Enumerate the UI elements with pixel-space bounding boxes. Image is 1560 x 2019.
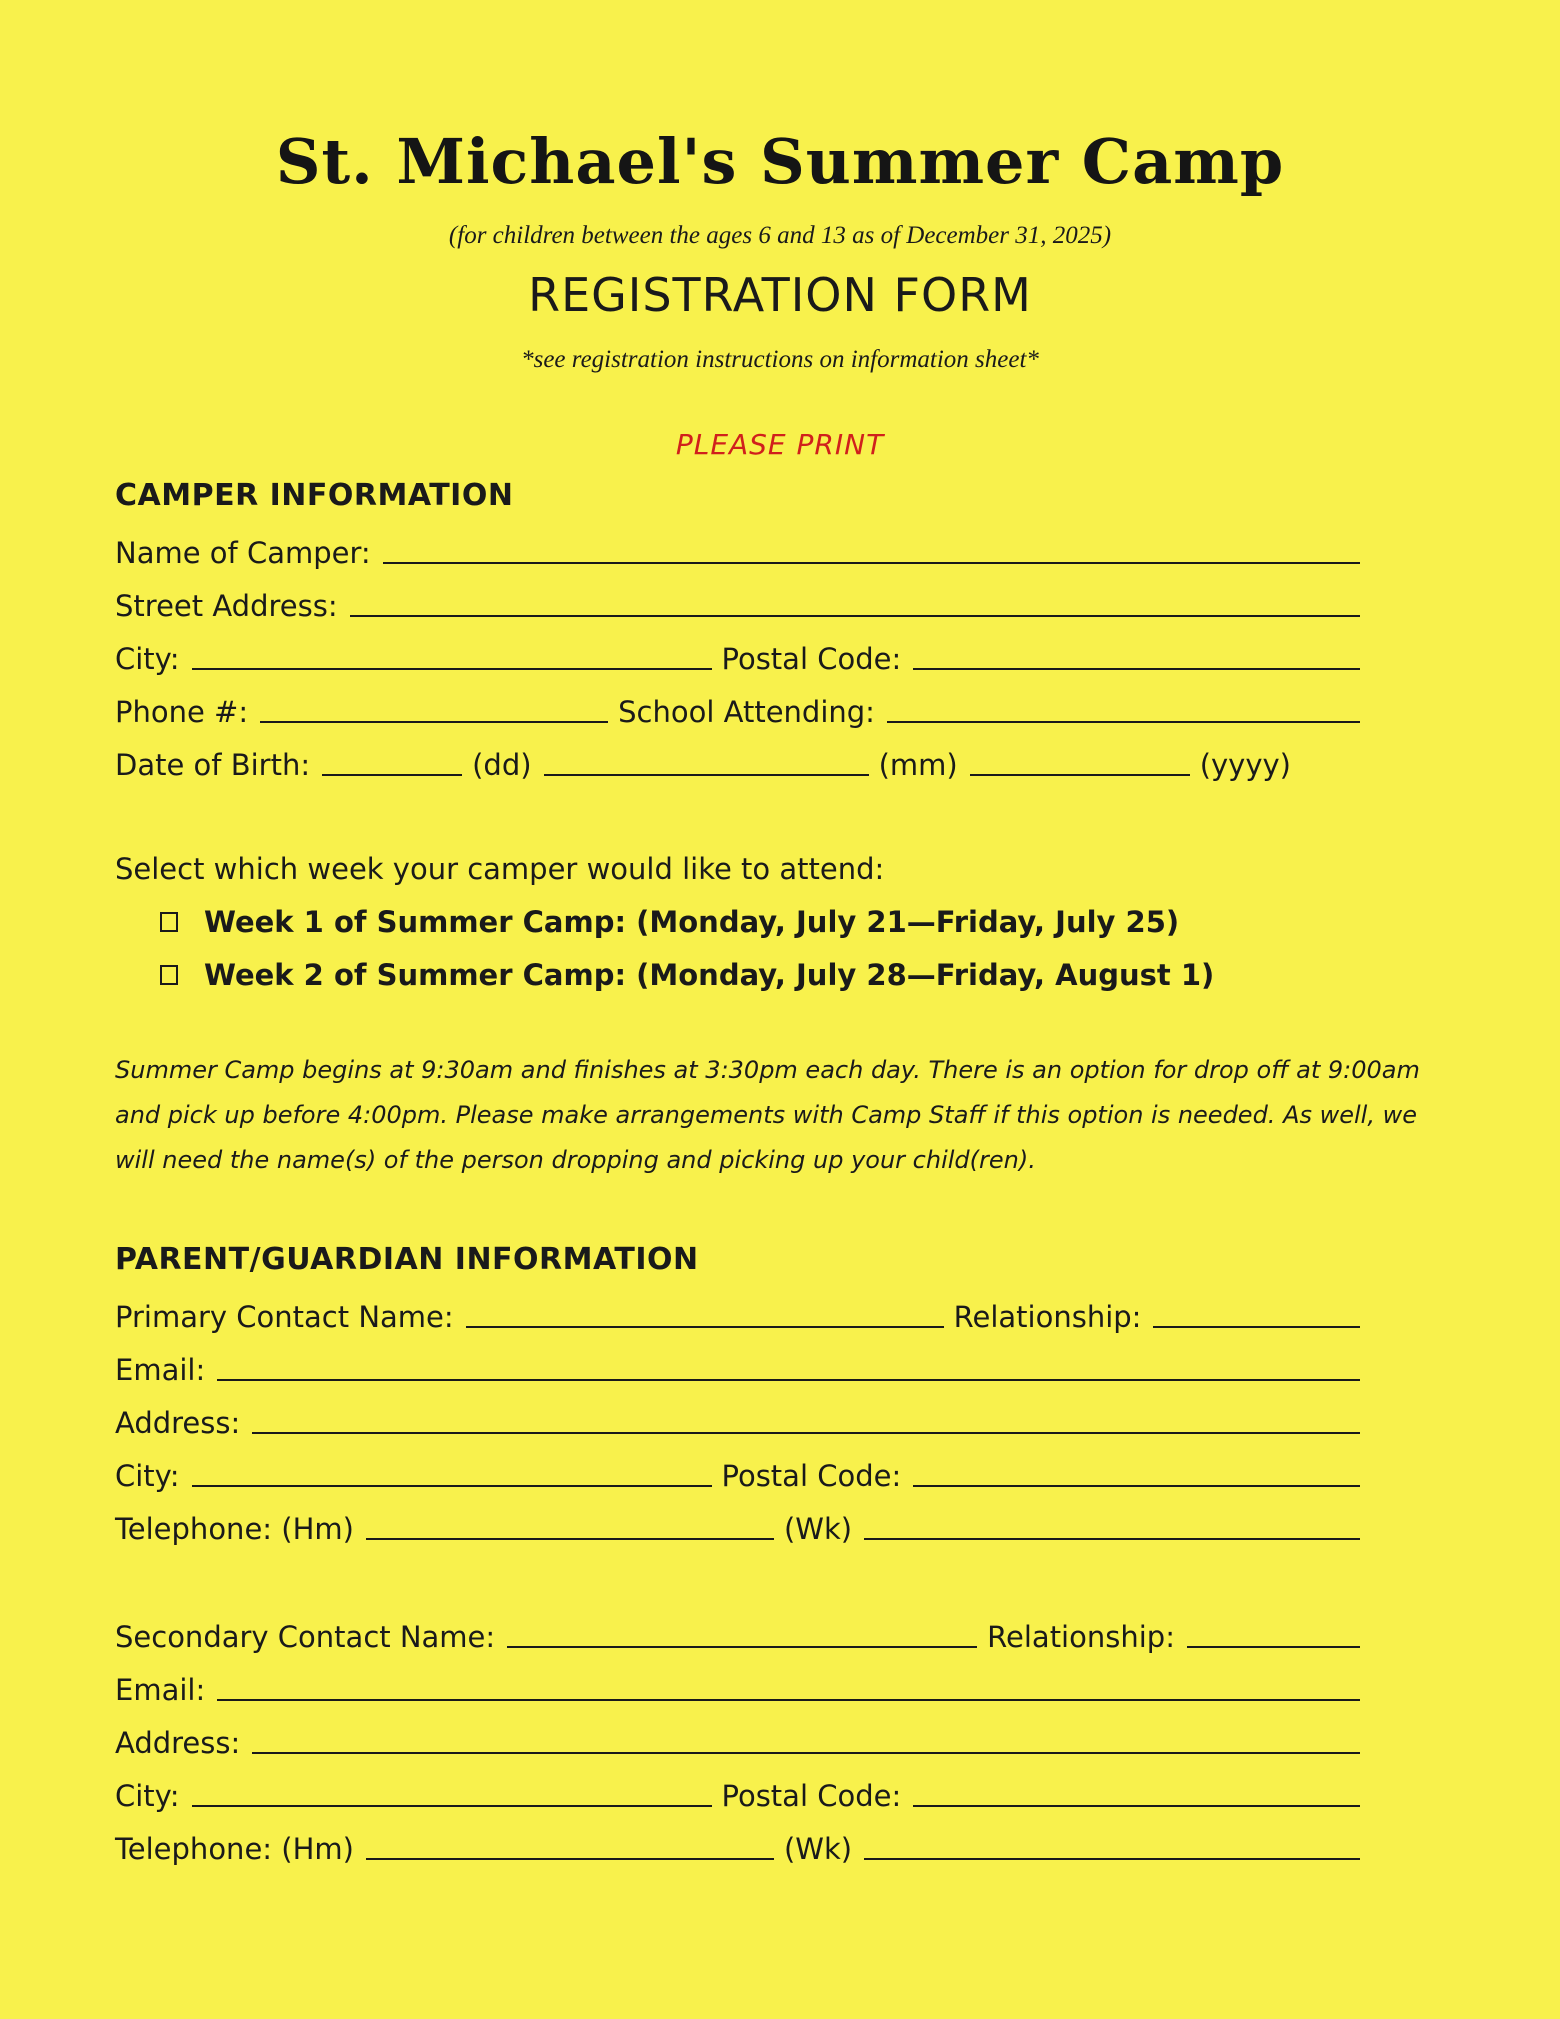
primary-postal-field[interactable] xyxy=(913,1479,1360,1487)
school-attending-label: School Attending: xyxy=(618,695,875,729)
camper-city-row xyxy=(115,636,1370,676)
secondary-home-phone-label: Telephone: (Hm) xyxy=(115,1832,354,1866)
dob-dd-label: (dd) xyxy=(472,748,532,782)
primary-contact-label: Primary Contact Name: xyxy=(115,1300,454,1334)
secondary-address-label: Address: xyxy=(115,1726,241,1760)
secondary-email-label: Email: xyxy=(115,1673,206,1707)
camper-name-field[interactable] xyxy=(383,556,1360,564)
camper-name-row xyxy=(115,530,1370,570)
primary-relationship-label: Relationship: xyxy=(953,1300,1142,1334)
secondary-postal-field[interactable] xyxy=(913,1799,1360,1807)
age-eligibility-subtitle: (for children between the ages 6 and 13 as of December 31, 2025) xyxy=(448,222,1112,249)
secondary-city-label: City: xyxy=(115,1779,180,1813)
secondary-work-phone-label: (Wk) xyxy=(783,1832,853,1866)
camper-street-label: Street Address: xyxy=(115,589,338,623)
dob-mm-field[interactable] xyxy=(544,768,869,776)
secondary-city-field[interactable] xyxy=(192,1799,712,1807)
secondary-contact-field[interactable] xyxy=(507,1640,977,1648)
secondary-address-row xyxy=(115,1720,1370,1760)
week-1-option[interactable] xyxy=(160,905,1179,939)
primary-address-label: Address: xyxy=(115,1406,241,1440)
secondary-relationship-field[interactable] xyxy=(1187,1640,1360,1648)
secondary-relationship-label: Relationship: xyxy=(987,1620,1175,1654)
secondary-contact-row xyxy=(115,1614,1370,1654)
week-2-label: Week 2 of Summer Camp: (Monday, July 28—Friday, August 1) xyxy=(204,958,1215,992)
camper-name-label: Name of Camper: xyxy=(115,536,371,570)
camper-street-field[interactable] xyxy=(350,609,1360,617)
please-print-notice: PLEASE PRINT xyxy=(675,428,885,461)
primary-telephone-row xyxy=(115,1506,1370,1546)
dob-dd-field[interactable] xyxy=(322,768,462,776)
camper-city-label: City: xyxy=(115,642,180,676)
primary-contact-field[interactable] xyxy=(466,1320,944,1328)
primary-email-field[interactable] xyxy=(217,1373,1360,1381)
secondary-work-phone-field[interactable] xyxy=(864,1852,1360,1860)
week-2-option[interactable] xyxy=(160,958,1214,992)
week-1-label: Week 1 of Summer Camp: (Monday, July 21—Friday, July 25) xyxy=(204,905,1180,939)
secondary-telephone-row xyxy=(115,1826,1370,1866)
primary-email-row xyxy=(115,1347,1370,1387)
camper-phone-label: Phone #: xyxy=(115,695,249,729)
primary-work-phone-label: (Wk) xyxy=(783,1512,853,1546)
dob-yyyy-field[interactable] xyxy=(970,768,1190,776)
camper-phone-row xyxy=(115,689,1370,729)
secondary-postal-label: Postal Code: xyxy=(721,1779,902,1813)
dob-mm-label: (mm) xyxy=(878,748,958,782)
primary-contact-row xyxy=(115,1294,1370,1334)
camper-postal-label: Postal Code: xyxy=(721,642,902,676)
school-attending-field[interactable] xyxy=(887,715,1360,723)
week-selection-prompt: Select which week your camper would like to attend: xyxy=(115,852,885,886)
secondary-email-field[interactable] xyxy=(217,1693,1360,1701)
instructions-note: *see registration instructions on information sheet* xyxy=(521,346,1039,373)
primary-address-field[interactable] xyxy=(252,1426,1360,1434)
primary-relationship-field[interactable] xyxy=(1153,1320,1360,1328)
camp-hours-paragraph: Summer Camp begins at 9:30am and finishes at 3:30pm each day. There is an option for drop off at 9:00am and pick up before 4:00pm. Please make arrangements with Camp Staff if this option is needed. As well, we will need the name(s) of the person dropping and picking up your child(ren). xyxy=(115,1056,1420,1174)
camper-postal-field[interactable] xyxy=(913,662,1360,670)
secondary-email-row xyxy=(115,1667,1370,1707)
camper-phone-field[interactable] xyxy=(260,715,608,723)
secondary-contact-label: Secondary Contact Name: xyxy=(115,1620,496,1654)
form-title: REGISTRATION FORM xyxy=(528,268,1032,322)
secondary-city-row xyxy=(115,1773,1370,1813)
camper-info-heading: CAMPER INFORMATION xyxy=(115,478,514,513)
camper-street-row xyxy=(115,583,1370,623)
camper-city-field[interactable] xyxy=(192,662,712,670)
primary-address-row xyxy=(115,1400,1370,1440)
primary-city-field[interactable] xyxy=(192,1479,712,1487)
dob-label: Date of Birth: xyxy=(115,748,311,782)
parent-info-heading: PARENT/GUARDIAN INFORMATION xyxy=(115,1242,699,1277)
camp-title: St. Michael's Summer Camp xyxy=(275,125,1285,198)
camper-dob-row xyxy=(115,742,1370,782)
primary-home-phone-label: Telephone: (Hm) xyxy=(115,1512,354,1546)
secondary-home-phone-field[interactable] xyxy=(366,1852,774,1860)
primary-city-row xyxy=(115,1453,1370,1493)
primary-email-label: Email: xyxy=(115,1353,206,1387)
week-2-checkbox[interactable] xyxy=(160,965,178,985)
primary-work-phone-field[interactable] xyxy=(864,1532,1360,1540)
primary-home-phone-field[interactable] xyxy=(366,1532,774,1540)
primary-city-label: City: xyxy=(115,1459,180,1493)
dob-yyyy-label: (yyyy) xyxy=(1199,748,1291,782)
secondary-address-field[interactable] xyxy=(252,1746,1360,1754)
primary-postal-label: Postal Code: xyxy=(721,1459,902,1493)
week-1-checkbox[interactable] xyxy=(160,912,178,932)
